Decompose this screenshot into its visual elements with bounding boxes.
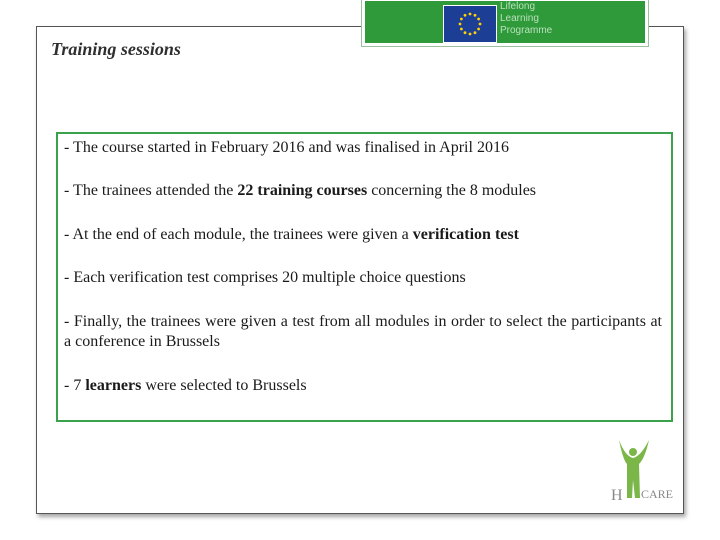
bullet-1	[64, 138, 662, 158]
bullet-4	[64, 268, 662, 288]
hycare-figure-icon	[605, 438, 685, 510]
eu-flag-icon	[443, 5, 497, 43]
hycare-logo	[605, 438, 685, 510]
lifelong-learning-programme-logo	[362, 0, 648, 46]
bullet-2-bold: 22 training courses	[237, 182, 368, 199]
programme-line-2: Learning	[500, 13, 539, 24]
bullet-5	[64, 312, 662, 352]
programme-line-3: Programme	[500, 25, 553, 36]
bullet-3-text: - At the end of each module, the trainees were given a	[64, 226, 413, 243]
page-title: Training sessions	[51, 39, 181, 59]
bullet-6-tail: were selected to Brussels	[141, 377, 307, 394]
bullet-4-text: - Each verification test comprises 20 multiple choice questions	[64, 269, 466, 286]
bullet-6-text: - 7	[64, 377, 86, 394]
programme-name	[500, 1, 552, 37]
bullet-3-bold: verification test	[412, 226, 519, 243]
bullet-6	[64, 376, 662, 396]
bullet-5-text: - Finally, the trainees were given a test from all modules in order to select the participants at a conference in Brussels	[64, 313, 662, 350]
bullet-3	[64, 225, 662, 245]
hycare-h: H	[611, 487, 623, 504]
bullet-2	[64, 181, 662, 201]
bullet-6-bold: learners	[85, 377, 142, 394]
content-box	[56, 132, 673, 422]
eu-stars-icon	[444, 6, 496, 42]
hycare-text: CARE	[641, 487, 674, 501]
bullet-2-text: - The trainees attended the	[64, 182, 238, 199]
bullet-2-tail: concerning the 8 modules	[367, 182, 537, 199]
programme-line-1: Lifelong	[500, 1, 536, 12]
bullet-1-text: - The course started in February 2016 and was finalised in April 2016	[64, 139, 509, 156]
